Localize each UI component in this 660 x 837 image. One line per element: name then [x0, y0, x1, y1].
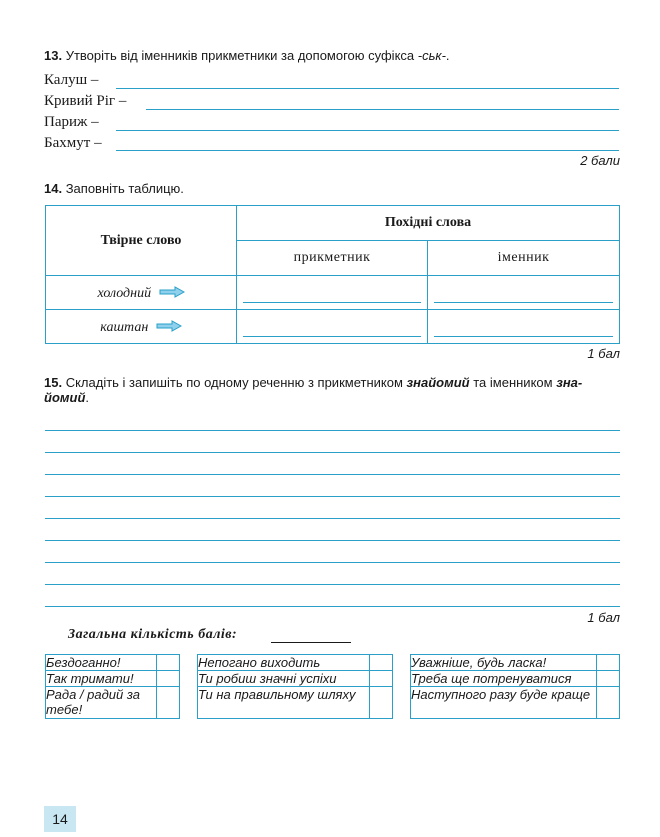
task-14-score: 1 бал	[587, 346, 620, 361]
task-15-score: 1 бал	[587, 610, 620, 625]
feedback-item: Бездоганно!	[46, 655, 157, 671]
answer-line[interactable]	[243, 336, 421, 337]
task-13-end: .	[445, 48, 450, 63]
feedback-checkbox[interactable]	[157, 687, 180, 719]
feedback-item: Рада / радий за тебе!	[46, 687, 157, 719]
feedback-table-2	[197, 654, 393, 719]
feedback-checkbox[interactable]	[370, 671, 393, 687]
word-kalush: Калуш –	[44, 72, 99, 88]
feedback-checkbox[interactable]	[597, 687, 620, 719]
task-15-number: 15.	[44, 375, 63, 390]
word-bakhmut: Бахмут –	[44, 135, 102, 151]
answer-line[interactable]	[434, 336, 613, 337]
task-15-word-noun-part2: йомий	[44, 390, 86, 405]
feedback-checkbox[interactable]	[597, 655, 620, 671]
feedback-item: Так тримати!	[46, 671, 157, 687]
answer-line-kalush[interactable]	[116, 88, 619, 89]
feedback-item: Треба ще потренуватися	[411, 671, 597, 687]
answer-line[interactable]	[434, 302, 613, 303]
feedback-checkbox[interactable]	[370, 655, 393, 671]
feedback-checkbox[interactable]	[597, 671, 620, 687]
task-14-number: 14.	[44, 181, 63, 196]
answer-line-kryvyi-rih[interactable]	[146, 109, 619, 110]
feedback-item: Ти робиш значні успіхи	[198, 671, 370, 687]
task-15-text: Складіть і запишіть по одному реченню з прикметником	[65, 375, 407, 390]
word-kryvyi-rih: Кривий Ріг –	[44, 93, 127, 109]
task-13-number: 13.	[44, 48, 63, 63]
feedback-item: Ти на правильному шляху	[198, 687, 370, 719]
cell-adjective-kholodnyi[interactable]	[237, 276, 428, 310]
cell-adjective-kashtan[interactable]	[237, 310, 428, 344]
writing-line[interactable]	[45, 518, 620, 519]
writing-line[interactable]	[45, 584, 620, 585]
header-derived-words: Похідні слова	[237, 206, 620, 241]
cell-noun-kashtan[interactable]	[428, 310, 620, 344]
cell-noun-kholodnyi[interactable]	[428, 276, 620, 310]
task-13-suffix: -ськ-	[417, 48, 446, 63]
task-14-title	[44, 181, 184, 196]
header-adjective: прикметник	[237, 241, 428, 276]
writing-line[interactable]	[45, 496, 620, 497]
arrow-right-icon	[159, 286, 185, 298]
header-base-word: Твірне слово	[46, 206, 237, 276]
arrow-right-icon	[156, 320, 182, 332]
feedback-checkbox[interactable]	[157, 671, 180, 687]
page-number: 14	[44, 806, 76, 832]
table-row-base	[46, 276, 237, 310]
writing-line[interactable]	[45, 540, 620, 541]
word-paryzh: Париж –	[44, 114, 99, 130]
writing-line[interactable]	[45, 474, 620, 475]
answer-line-paryzh[interactable]	[116, 130, 619, 131]
task-13-text: Утворіть від іменників прикметники за допомогою суфікса	[65, 48, 418, 63]
task-13-score: 2 бали	[580, 153, 620, 168]
feedback-item: Наступного разу буде краще	[411, 687, 597, 719]
total-score-field[interactable]	[271, 642, 351, 643]
writing-line[interactable]	[45, 606, 620, 607]
writing-line[interactable]	[45, 562, 620, 563]
total-score-label: Загальна кількість балів:	[68, 627, 238, 642]
answer-line-bakhmut[interactable]	[116, 150, 619, 151]
answer-line[interactable]	[243, 302, 421, 303]
word-kholodnyi: холодний	[97, 285, 152, 301]
feedback-checkbox[interactable]	[370, 687, 393, 719]
derivation-table	[45, 205, 620, 344]
task-15-word-adjective: знайомий	[406, 375, 470, 390]
task-15-text-2: та іменником	[469, 375, 557, 390]
task-15-word-noun-part1: зна-	[556, 375, 583, 390]
task-15-title	[44, 375, 620, 405]
table-row-base	[46, 310, 237, 344]
task-13-title	[44, 48, 450, 63]
feedback-item: Непогано виходить	[198, 655, 370, 671]
feedback-table-3	[410, 654, 620, 719]
header-noun: іменник	[428, 241, 620, 276]
writing-line[interactable]	[45, 430, 620, 431]
feedback-item: Уважніше, будь ласка!	[411, 655, 597, 671]
task-15-end: .	[85, 390, 90, 405]
word-kashtan: каштан	[100, 319, 149, 335]
task-14-text: Заповніть таблицю.	[65, 181, 184, 196]
feedback-table-1	[45, 654, 180, 719]
feedback-checkbox[interactable]	[157, 655, 180, 671]
writing-line[interactable]	[45, 452, 620, 453]
